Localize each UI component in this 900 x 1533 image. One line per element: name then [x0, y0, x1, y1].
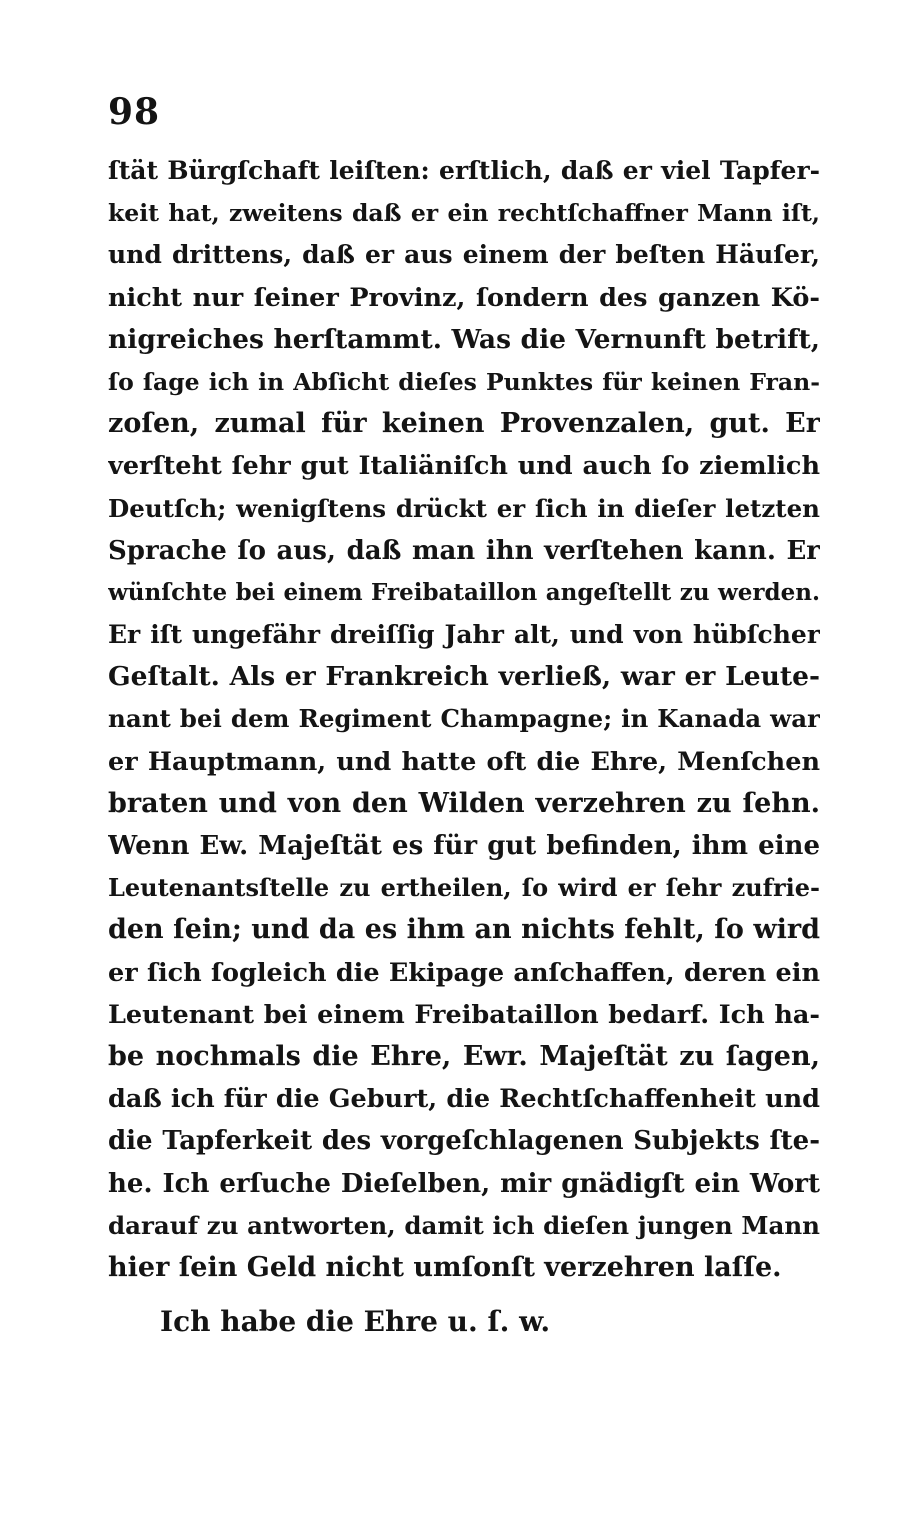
- text-line: daß ich für die Geburt, die Rechtſchaffenheit und: [108, 1084, 820, 1115]
- text-line: Wenn Ew. Majeſtät es für gut befinden, ihm eine: [108, 831, 820, 861]
- text-line: darauf zu antworten, damit ich dieſen jungen Mann: [108, 1210, 820, 1240]
- text-line: verſteht ſehr gut Italiäniſch und auch ſo ziemlich: [108, 451, 820, 482]
- text-line: he. Ich erſuche Dieſelben, mir gnädigſt ein Wort: [108, 1168, 820, 1199]
- text-line: die Tapferkeit des vorgeſchlagenen Subjekts ſte-: [108, 1126, 820, 1157]
- text-line: ſtät Bürgſchaft leiſten: erſtlich, daß er viel Tapfer-: [108, 156, 820, 185]
- text-line: nant bei dem Regiment Champagne; in Kanada war: [108, 704, 820, 734]
- text-line-last: hier ſein Geld nicht umſonſt verzehren laſſe.: [108, 1251, 782, 1283]
- text-line: be nochmals die Ehre, Ewr. Majeſtät zu ſagen,: [108, 1040, 820, 1072]
- text-line: ſo ſage ich in Abſicht dieſes Punktes für keinen Fran-: [108, 367, 820, 396]
- text-line: er ſich ſogleich die Ekipage anſchaffen, deren ein: [108, 957, 820, 988]
- text-line: er Hauptmann, und hatte oft die Ehre, Menſchen: [108, 746, 820, 777]
- page-number: 98: [108, 91, 161, 133]
- text-line: Er iſt ungefähr dreiſſig Jahr alt, und von hübſcher: [108, 620, 820, 650]
- text-line: Leutenantsſtelle zu ertheilen, ſo wird er ſehr zufrie-: [108, 873, 820, 903]
- text-line: Sprache ſo aus, daß man ihn verſtehen kann. Er: [108, 535, 820, 566]
- text-line: nicht nur ſeiner Provinz, ſondern des ganzen Kö-: [108, 282, 820, 313]
- text-line: Geſtalt. Als er Frankreich verließ, war er Leute-: [108, 661, 820, 693]
- text-line: keit hat, zweitens daß er ein rechtſchaffner Mann iſt,: [108, 199, 820, 228]
- text-line: nigreiches herſtammt. Was die Vernunft betrift,: [108, 323, 820, 355]
- closing-line: Ich habe die Ehre u. ſ. w.: [160, 1305, 551, 1338]
- text-line: wünſchte bei einem Freibataillon angeſtellt zu werden.: [108, 578, 820, 606]
- body-text: [108, 150, 820, 1289]
- text-line: braten und von den Wilden verzehren zu ſehn.: [108, 787, 820, 819]
- text-line: Leutenant bei einem Freibataillon bedarf. Ich ha-: [108, 999, 820, 1030]
- text-line: zoſen, zumal für keinen Provenzalen, gut. Er: [108, 408, 820, 440]
- text-line: und drittens, daß er aus einem der beſten Häuſer,: [108, 240, 820, 270]
- text-line: den ſein; und da es ihm an nichts fehlt, ſo wird: [108, 914, 820, 946]
- text-line: Deutſch; wenigſtens drückt er ſich in dieſer letzten: [108, 493, 820, 523]
